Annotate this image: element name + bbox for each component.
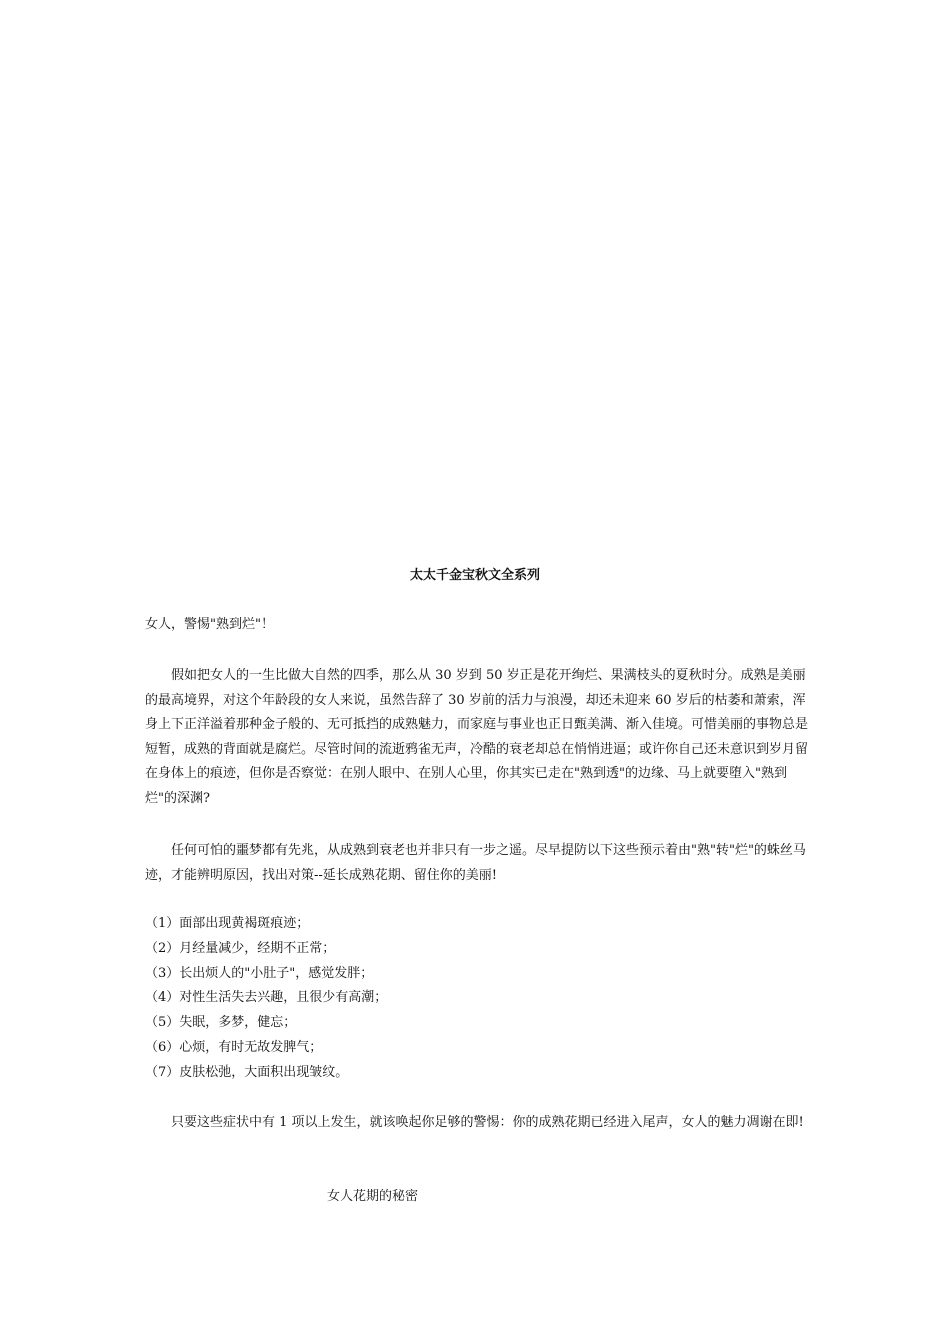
list-item: （7）皮肤松弛，大面积出现皱纹。	[145, 1064, 349, 1080]
list-item: （2）月经量减少，经期不正常；	[145, 940, 336, 956]
article-subtitle: 女人，警惕"熟到烂"！	[145, 617, 274, 632]
section-heading: 女人花期的秘密	[327, 1189, 419, 1204]
document-title: 太太千金宝秋文全系列	[409, 568, 540, 583]
paragraph-conclusion: 只要这些症状中有 1 项以上发生，就该唤起你足够的警惕：你的成熟花期已经进入尾声，女人的魅力凋谢在即!	[171, 1115, 804, 1130]
paragraph-intro: 假如把女人的一生比做大自然的四季，那么从 30 岁到 50 岁正是花开绚烂、果满枝头的夏秋时分。成熟是美丽的最高境界，对这个年龄段的女人来说，虽然告辞了 30 岁前的活力与浪漫，却还未迎来 60 岁后的枯萎和萧索，浑身上下正洋溢着那种金子般的、无可抵挡的成熟魅力，而家庭与事业也正日甄美满、渐入佳境。可惜美丽的事物总是短暂，成熟的背面就是腐烂。尽管时间的流逝鸦雀无声，冷酷的衰老却总在悄悄进逼；或许你自己还未意识到岁月留在身体上的痕迹，但你是否察觉：在别人眼中、在别人心里，你其实已走在"熟到透"的边缘、马上就要堕入"熟到烂"的深渊?	[145, 668, 809, 806]
list-item: （4）对性生活失去兴趣，且很少有高潮；	[145, 990, 388, 1006]
paragraph-warning-signs: 任何可怕的噩梦都有先兆，从成熟到衰老也并非只有一步之遥。尽早提防以下这些预示着由"熟"转"烂"的蛛丝马迹，才能辨明原因，找出对策--延长成熟花期、留住你的美丽!	[145, 843, 806, 883]
list-item: （6）心烦，有时无故发脾气；	[145, 1039, 323, 1055]
list-item: （1）面部出现黄褐斑痕迹；	[145, 916, 310, 931]
symptom-list	[145, 912, 387, 1086]
list-item: （5）失眠，多梦，健忘；	[145, 1015, 297, 1031]
list-item: （3）长出烦人的"小肚子"，感觉发胖；	[145, 965, 374, 981]
